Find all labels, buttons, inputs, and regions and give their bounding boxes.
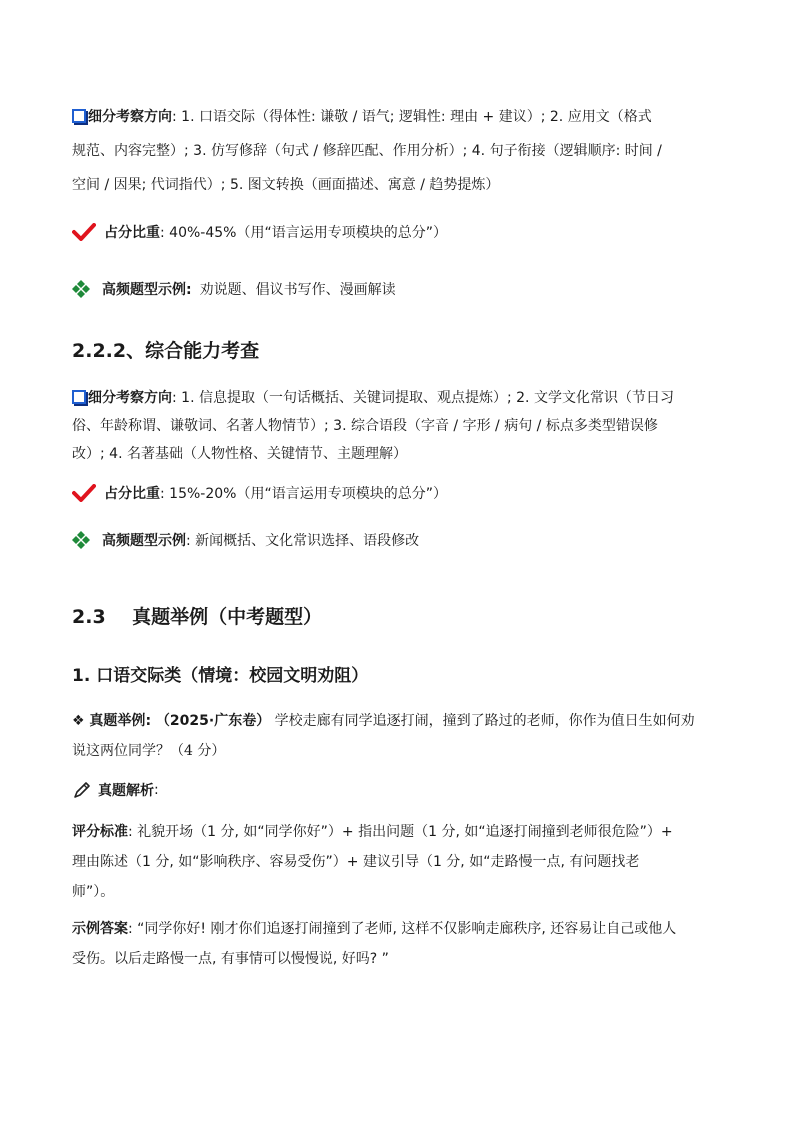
analysis-label: 真题解析 [98, 783, 154, 799]
ratio-label: 占分比重 [104, 225, 160, 241]
direction-paragraph-2 [72, 384, 732, 468]
direction-text: : 1. 口语交际（得体性: 谦敬 / 语气; 逻辑性: 理由 + 建议）; 2. 应用文（格式 [172, 109, 652, 125]
freq-label: 高频题型示例 [102, 533, 186, 549]
freq-row-1 [72, 279, 732, 299]
criteria-text: : 礼貌开场（1 分, 如“同学你好”）+ 指出问题（1 分, 如“追逐打闹撞到老师很危险”）+ [128, 824, 673, 840]
checkbox-square-icon [72, 109, 86, 123]
diamond-bullet-icon [72, 531, 90, 549]
checkmark-icon [72, 484, 96, 502]
answer-paragraph [72, 914, 732, 974]
criteria-paragraph [72, 817, 732, 907]
answer-label: 示例答案 [72, 921, 128, 937]
diamond-bullet-icon [72, 280, 90, 298]
example-text: 说这两位同学？（4 分） [72, 743, 226, 759]
pencil-icon [72, 780, 92, 800]
ratio-value: : 15%-20%（用“语言运用专项模块的总分”） [160, 486, 447, 502]
section-heading-2-2-2: 2.2.2、综合能力考查 [72, 340, 260, 362]
section-heading-2-3: 2.3 真题举例（中考题型） [72, 606, 323, 628]
analysis-colon: : [154, 782, 159, 798]
direction-label: 细分考察方向 [88, 109, 172, 125]
sub-heading-oral: 1. 口语交际类（情境：校园文明劝阻） [72, 666, 369, 686]
answer-text: : “同学你好! 刚才你们追逐打闹撞到了老师, 这样不仅影响走廊秩序, 还容易让自己或他人 [128, 921, 677, 937]
answer-text: 受伤。以后走路慢一点, 有事情可以慢慢说, 好吗? ” [72, 951, 389, 967]
direction-text: 规范、内容完整）; 3. 仿写修辞（句式 / 修辞匹配、作用分析）; 4. 句子衔接（逻辑顺序: 时间 / [72, 143, 662, 159]
freq-label: 高频题型示例: [102, 282, 192, 298]
criteria-label: 评分标准 [72, 824, 128, 840]
example-label: ❖ 真题举例 [72, 713, 146, 729]
example-source: : （2025·广东卷） [145, 713, 271, 729]
checkbox-square-icon [72, 390, 86, 404]
ratio-row-2 [72, 483, 732, 503]
freq-row-2 [72, 530, 732, 550]
checkmark-icon [72, 223, 96, 241]
direction-text: 俗、年龄称谓、谦敬词、名著人物情节）; 3. 综合语段（字音 / 字形 / 病句 / 标点多类型错误修 [72, 418, 658, 434]
freq-value: 劝说题、倡议书写作、漫画解读 [199, 282, 396, 298]
direction-text: : 1. 信息提取（一句话概括、关键词提取、观点提炼）; 2. 文学文化常识（节日习 [172, 390, 674, 406]
example-text: 学校走廊有同学追逐打闹，撞到了路过的老师，你作为值日生如何劝 [274, 713, 695, 729]
direction-text: 空间 / 因果; 代词指代）; 5. 图文转换（画面描述、寓意 / 趋势提炼） [72, 177, 500, 193]
direction-paragraph-1 [72, 100, 732, 202]
ratio-label: 占分比重 [104, 486, 160, 502]
criteria-text: 理由陈述（1 分, 如“影响秩序、容易受伤”）+ 建议引导（1 分, 如“走路慢一点, 有问题找老 [72, 854, 640, 870]
ratio-value: : 40%-45%（用“语言运用专项模块的总分”） [160, 225, 447, 241]
analysis-row [72, 780, 732, 800]
direction-label: 细分考察方向 [88, 390, 172, 406]
freq-value: : 新闻概括、文化常识选择、语段修改 [186, 533, 420, 549]
criteria-text: 师”）。 [72, 884, 115, 900]
direction-text: 改）; 4. 名著基础（人物性格、关键情节、主题理解） [72, 446, 407, 462]
exam-example [72, 706, 732, 766]
ratio-row-1 [72, 222, 732, 242]
